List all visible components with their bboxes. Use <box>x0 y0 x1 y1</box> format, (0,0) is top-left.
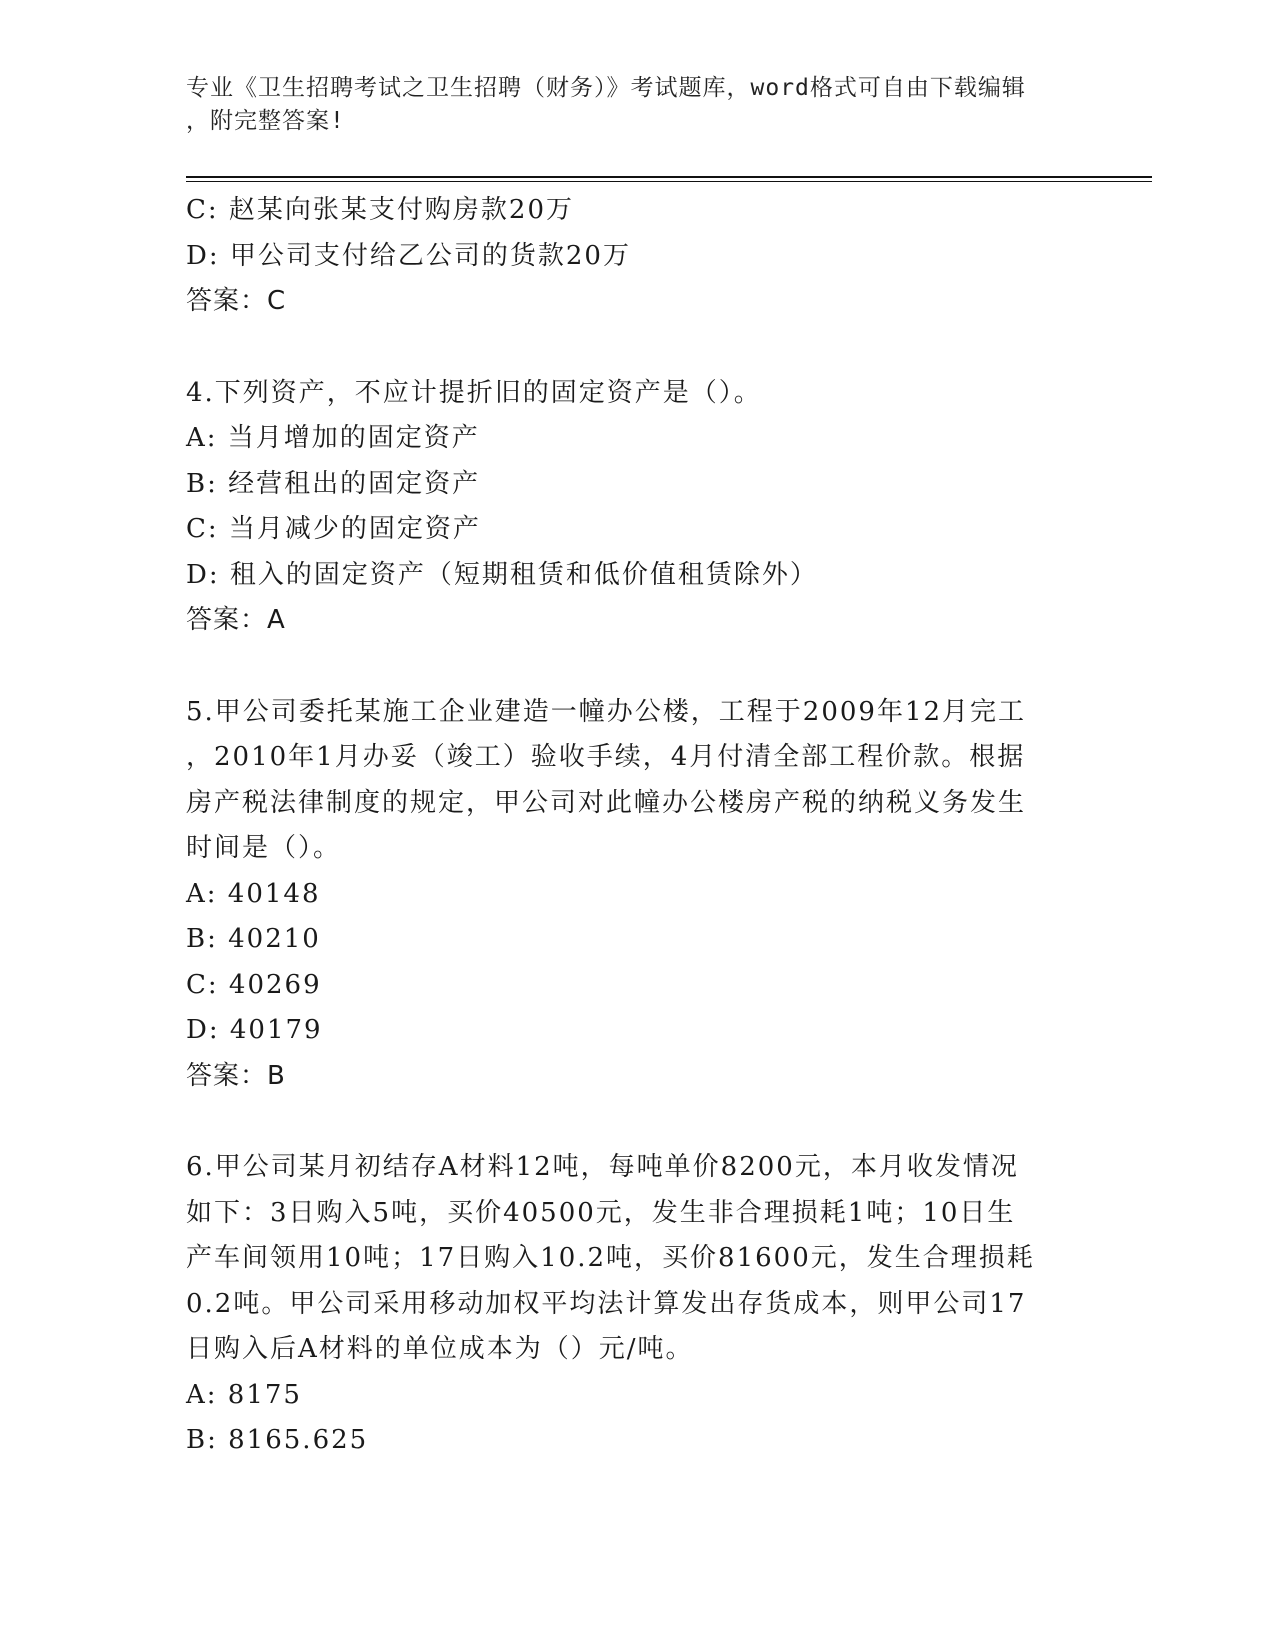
spacer <box>186 644 1066 690</box>
header-divider-thick <box>186 176 1152 178</box>
spacer <box>186 325 1066 371</box>
answer-label: 答案：B <box>186 1060 286 1091</box>
question-stem-line: 房产税法律制度的规定，甲公司对此幢办公楼房产税的纳税义务发生 <box>186 787 1027 818</box>
question-3 <box>186 188 1066 325</box>
question-6 <box>186 1145 1066 1464</box>
answer-label: 答案：A <box>186 605 286 635</box>
option-c: C: 赵某向张某支付购房款20万 <box>186 195 575 225</box>
spacer <box>186 1099 1066 1145</box>
option-b: B: 经营租出的固定资产 <box>186 468 481 499</box>
option-c: C: 40269 <box>186 969 322 1000</box>
option-b: B: 40210 <box>186 924 321 954</box>
question-stem-line: 6.甲公司某月初结存A材料12吨，每吨单价8200元，本月收发情况 <box>186 1152 1019 1182</box>
option-b: B: 8165.625 <box>186 1425 369 1455</box>
option-a: A: 40148 <box>186 878 321 909</box>
option-d: D: 租入的固定资产（短期租赁和低价值租赁除外） <box>186 559 818 590</box>
question-stem-line: 0.2吨。甲公司采用移动加权平均法计算发出存货成本，则甲公司17 <box>186 1288 1027 1319</box>
option-a: A: 8175 <box>186 1379 302 1410</box>
question-stem: 4.下列资产，不应计提折旧的固定资产是（）。 <box>186 377 762 408</box>
question-stem-line: 5.甲公司委托某施工企业建造一幢办公楼，工程于2009年12月完工 <box>186 696 1027 727</box>
question-list <box>186 188 1066 1464</box>
option-c: C: 当月减少的固定资产 <box>186 514 481 544</box>
question-stem-line: 如下：3日购入5吨，买价40500元，发生非合理损耗1吨；10日生 <box>186 1197 1016 1228</box>
question-stem-line: 时间是（）。 <box>186 833 342 863</box>
option-d: D: 40179 <box>186 1015 323 1045</box>
header-divider-thin <box>186 181 1152 182</box>
question-4 <box>186 371 1066 644</box>
question-stem-line: 产车间领用10吨；17日购入10.2吨，买价81600元，发生合理损耗 <box>186 1243 1035 1273</box>
header-title-line-1: 专业《卫生招聘考试之卫生招聘（财务）》考试题库，word格式可自由下载编辑 <box>186 75 1026 101</box>
answer-label: 答案：C <box>186 286 287 316</box>
document-header <box>186 72 1066 138</box>
question-stem-line: 日购入后A材料的单位成本为（）元/吨。 <box>186 1334 694 1364</box>
option-a: A: 当月增加的固定资产 <box>186 423 480 453</box>
question-stem-line: ，2010年1月办妥（竣工）验收手续，4月付清全部工程价款。根据 <box>186 742 1026 772</box>
header-title-line-2: ，附完整答案! <box>186 108 345 134</box>
question-5 <box>186 690 1066 1100</box>
option-d: D: 甲公司支付给乙公司的货款20万 <box>186 240 631 271</box>
